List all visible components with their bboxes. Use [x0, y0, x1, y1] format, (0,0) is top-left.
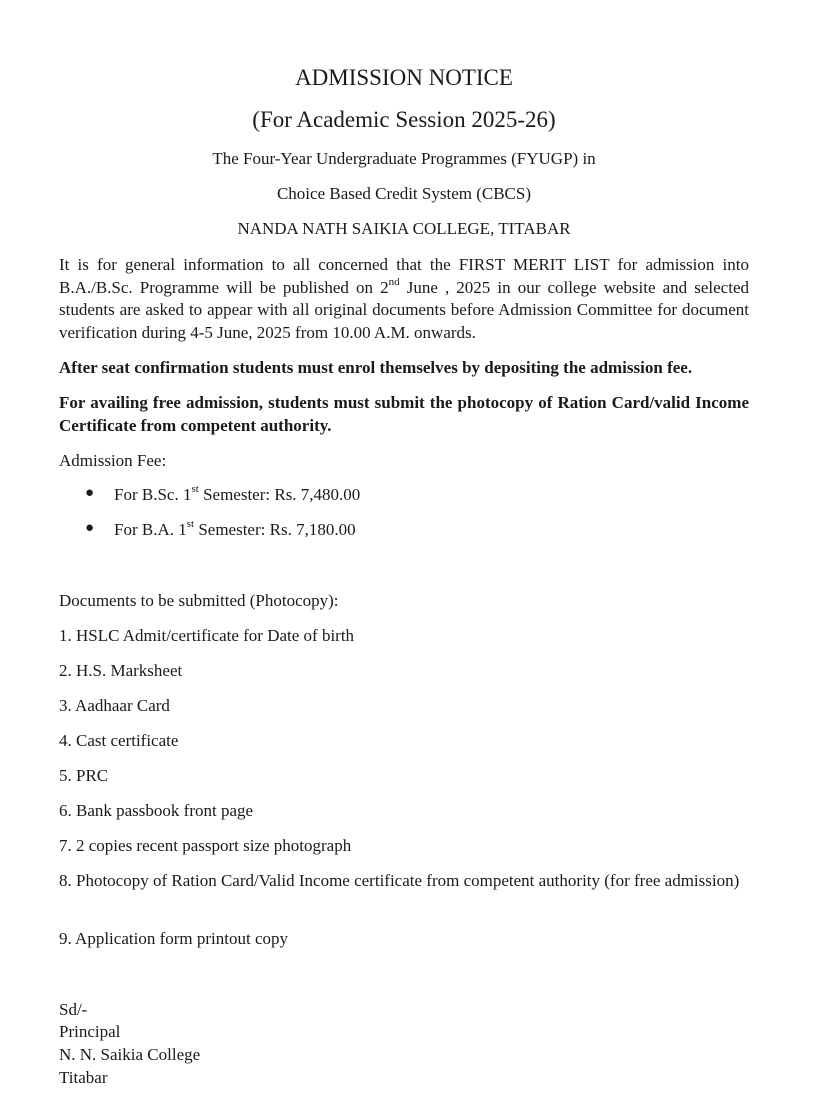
document-item: 6. Bank passbook front page	[59, 801, 254, 820]
fee-item-sup: st	[191, 483, 199, 496]
documents-heading: Documents to be submitted (Photocopy):	[59, 591, 339, 610]
intro-part-1: It is for general information to all concerned that the FIRST MERIT LIST for admission into B.A./B.Sc. Programme will be published on 2	[59, 255, 749, 297]
notice-title: ADMISSION NOTICE	[295, 65, 513, 90]
document-item: 5. PRC	[59, 766, 109, 785]
fee-item-amount: Semester: Rs. 7,480.00	[198, 485, 361, 504]
intro-paragraph	[59, 254, 749, 344]
fee-item-sup: st	[186, 518, 195, 531]
document-item: 8. Photocopy of Ration Card/Valid Income certificate from competent authority (for free admission)	[59, 871, 740, 890]
intro-sup: nd	[388, 275, 400, 288]
document-item: 1. HSLC Admit/certificate for Date of birth	[59, 626, 355, 645]
document-item: 9. Application form printout copy	[59, 929, 288, 948]
enrol-note: After seat confirmation students must enrol themselves by depositing the admission fee.	[59, 358, 693, 377]
free-admission-note: For availing free admission, students must submit the photocopy of Ration Card/valid Income Certificate from competent authority.	[59, 393, 749, 435]
fee-item-amount: Semester: Rs. 7,180.00	[194, 520, 356, 539]
programme-line: The Four-Year Undergraduate Programmes (FYUGP) in	[212, 149, 596, 168]
bullet-icon: ●	[85, 520, 95, 536]
admission-fee-heading: Admission Fee:	[59, 451, 167, 470]
fee-item-label: For B.A. 1	[114, 520, 187, 539]
bullet-icon: ●	[85, 485, 95, 501]
signature-mark: Sd/-	[59, 1000, 88, 1019]
cbcs-line: Choice Based Credit System (CBCS)	[276, 184, 532, 203]
signatory-designation: Principal	[59, 1022, 121, 1041]
fee-item-label: For B.Sc. 1	[114, 485, 192, 504]
signatory-place: Titabar	[59, 1068, 108, 1087]
document-item: 4. Cast certificate	[59, 731, 179, 750]
college-name: NANDA NATH SAIKIA COLLEGE, TITABAR	[237, 219, 571, 238]
signatory-college: N. N. Saikia College	[59, 1045, 201, 1064]
document-item: 2. H.S. Marksheet	[59, 661, 183, 680]
intro-part-2: June , 2025 in our college website and selected students are asked to appear with all original documents before Admission Committee for document verification during 4-5 June, 2025 from 10.00 A.M. onwards.	[59, 277, 749, 342]
document-item: 7. 2 copies recent passport size photograph	[59, 836, 352, 855]
academic-session: (For Academic Session 2025-26)	[252, 107, 556, 132]
document-item: 3. Aadhaar Card	[59, 696, 170, 715]
